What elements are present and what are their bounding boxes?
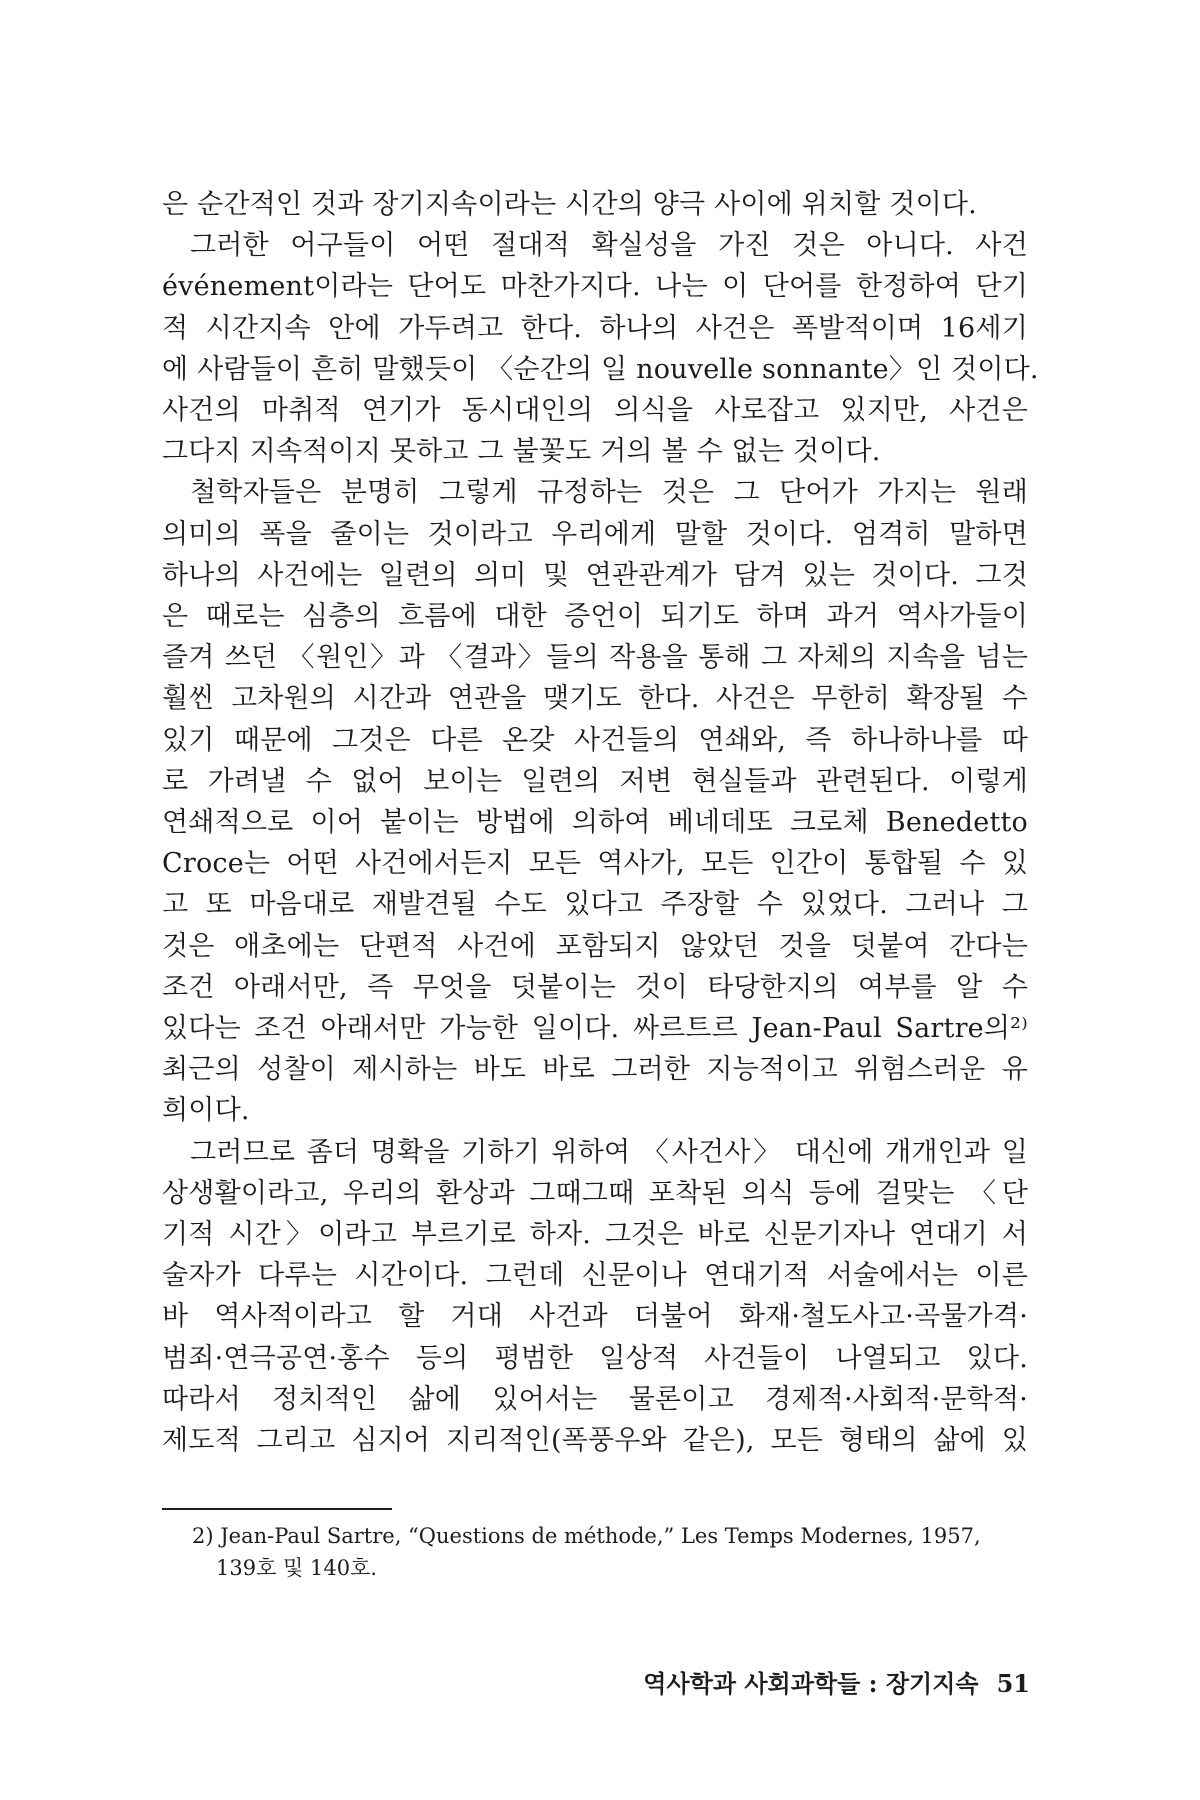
text-line: 있기 때문에 그것은 다른 온갖 사건들의 연쇄와, 즉 하나하나를 따	[162, 724, 1028, 756]
text-line: 그러므로 좀더 명확을 기하기 위하여 〈사건사〉 대신에 개개인과 일	[190, 1136, 1028, 1168]
text-line: 에 사람들이 흔히 말했듯이 〈순간의 일 nouvelle sonnante〉인 것이다.	[162, 353, 1039, 385]
text-line: 있다는 조건 아래서만 가능한 일이다. 싸르트르 Jean-Paul Sartre의²⁾	[162, 1013, 1028, 1045]
footnote-line: 139호 및 140호.	[216, 1556, 378, 1580]
page-footer	[580, 1664, 1030, 1699]
text-line: 조건 아래서만, 즉 무엇을 덧붙이는 것이 타당한지의 여부를 알 수	[162, 971, 1028, 1003]
text-line: 최근의 성찰이 제시하는 바도 바로 그러한 지능적이고 위험스러운 유	[162, 1054, 1028, 1086]
text-line: 기적 시간〉이라고 부르기로 하자. 그것은 바로 신문기자나 연대기 서	[162, 1219, 1028, 1251]
text-line: 그다지 지속적이지 못하고 그 불꽃도 거의 볼 수 없는 것이다.	[162, 436, 881, 468]
text-line: 은 때로는 심층의 흐름에 대한 증언이 되기도 하며 과거 역사가들이	[162, 601, 1028, 633]
page-number: 51	[996, 1669, 1030, 1698]
text-line: 바 역사적이라고 할 거대 사건과 더불어 화재·철도사고·곡물가격·	[162, 1301, 1028, 1333]
text-line: 상생활이라고, 우리의 환상과 그때그때 포착된 의식 등에 걸맞는 〈단	[162, 1177, 1028, 1209]
text-line: 고 또 마음대로 재발견될 수도 있다고 주장할 수 있었다. 그러나 그	[162, 889, 1028, 921]
text-line: 희이다.	[162, 1095, 250, 1127]
text-line: 따라서 정치적인 삶에 있어서는 물론이고 경제적·사회적·문학적·	[162, 1383, 1028, 1415]
text-line: 범죄·연극공연·홍수 등의 평범한 일상적 사건들이 나열되고 있다.	[162, 1342, 1028, 1374]
text-line: 제도적 그리고 심지어 지리적인(폭풍우와 같은), 모든 형태의 삶에 있	[162, 1425, 1028, 1457]
text-line: 철학자들은 분명히 그렇게 규정하는 것은 그 단어가 가지는 원래	[190, 477, 1028, 509]
body-text	[162, 184, 1039, 1461]
text-line: 연쇄적으로 이어 붙이는 방법에 의하여 베네데또 크로체 Benedetto	[162, 807, 1028, 839]
text-line: 하나의 사건에는 일련의 의미 및 연관관계가 담겨 있는 것이다. 그것	[162, 559, 1028, 591]
text-line: 술자가 다루는 시간이다. 그런데 신문이나 연대기적 서술에서는 이른	[162, 1260, 1028, 1292]
text-line: événement이라는 단어도 마찬가지다. 나는 이 단어를 한정하여 단기	[162, 271, 1028, 303]
text-line: 즐겨 쓰던 〈원인〉과 〈결과〉들의 작용을 통해 그 자체의 지속을 넘는	[162, 642, 1028, 674]
footnote-line: 2) Jean-Paul Sartre, “Questions de méthode,” Les Temps Modernes, 1957,	[192, 1524, 981, 1548]
text-line: 은 순간적인 것과 장기지속이라는 시간의 양극 사이에 위치할 것이다.	[162, 189, 977, 220]
footnote	[192, 1520, 1032, 1584]
text-line: 훨씬 고차원의 시간과 연관을 맺기도 한다. 사건은 무한히 확장될 수	[162, 683, 1028, 715]
text-line: 의미의 폭을 줄이는 것이라고 우리에게 말할 것이다. 엄격히 말하면	[162, 518, 1028, 550]
text-line: 로 가려낼 수 없어 보이는 일련의 저변 현실들과 관련된다. 이렇게	[162, 765, 1028, 797]
text-line: 사건의 마취적 연기가 동시대인의 의식을 사로잡고 있지만, 사건은	[162, 395, 1028, 427]
running-title: 역사학과 사회과학들 : 장기지속	[643, 1669, 979, 1698]
footnote-divider	[162, 1508, 392, 1510]
text-line: Croce는 어떤 사건에서든지 모든 역사가, 모든 인간이 통합될 수 있	[162, 848, 1028, 880]
text-line: 적 시간지속 안에 가두려고 한다. 하나의 사건은 폭발적이며 16세기	[162, 312, 1028, 344]
text-line: 것은 애초에는 단편적 사건에 포함되지 않았던 것을 덧붙여 간다는	[162, 930, 1028, 962]
text-line: 그러한 어구들이 어떤 절대적 확실성을 가진 것은 아니다. 사건	[190, 230, 1028, 262]
